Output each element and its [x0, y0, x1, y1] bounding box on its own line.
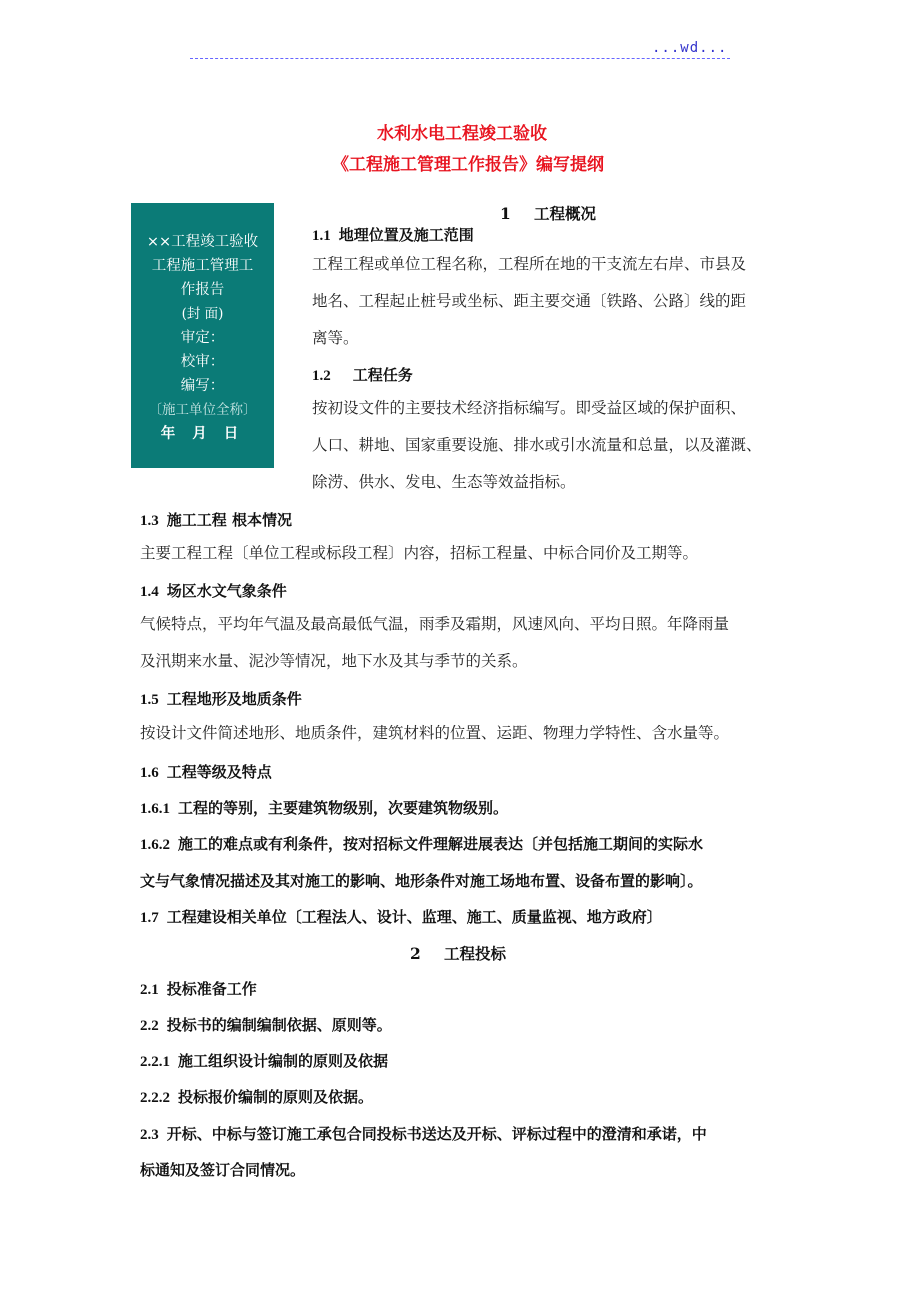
body-line: 工程工程或单位工程名称，工程所在地的干支流左右岸、市县及: [312, 255, 747, 273]
section-number: 2.1: [140, 982, 159, 998]
section-heading-1-5: [140, 688, 302, 709]
section-heading-1-1: [312, 224, 474, 245]
cover-line-title-1: ××工程竣工验收: [146, 234, 259, 250]
cover-line-title-2: 工程施工管理工: [151, 258, 254, 274]
chapter-title: 工程投标: [444, 944, 507, 963]
section-title: 施工的难点或有利条件，按对招标文件理解进展表达〔并包括施工期间的实际水: [178, 835, 704, 853]
section-number: 1.1: [312, 228, 331, 244]
body-line: 地名、工程起止桩号或坐标、距主要交通〔铁路、公路〕线的距: [312, 292, 747, 310]
section-heading-1-7: [140, 906, 662, 927]
header-watermark: ...wd...: [652, 40, 728, 56]
section-number: 1.7: [140, 910, 159, 926]
chapter-number: 2: [410, 944, 421, 963]
section-title: 投标书的编制编制依据、原则等。: [166, 1016, 392, 1034]
section-body-1-4: [140, 606, 729, 680]
chapter-number: 1: [500, 204, 511, 223]
section-number: 1.6.1: [140, 801, 170, 817]
section-title: 开标、中标与签订施工承包合同投标书送达及开标、评标过程中的澄清和承诺，中: [166, 1125, 707, 1143]
section-title: 投标准备工作: [166, 980, 257, 998]
body-line: 气候特点，平均年气温及最高最低气温，雨季及霜期，风速风向、平均日照。年降雨量: [140, 615, 730, 633]
header-dashed-rule: [190, 58, 730, 59]
section-number: 2.2.2: [140, 1090, 170, 1106]
body-line: 主要工程工程〔单位工程或标段工程〕内容，招标工程量、中标合同价及工期等。: [140, 544, 699, 562]
body-line: 离等。: [312, 329, 359, 347]
section-number: 1.6.2: [140, 837, 170, 853]
cover-line-company: 〔施工单位全称〕: [148, 402, 257, 418]
section-title: 投标报价编制的原则及依据。: [178, 1088, 374, 1106]
body-line: 按初设文件的主要技术经济指标编写。即受益区域的保护面积、: [312, 399, 747, 417]
chapter-heading-1: [500, 202, 596, 224]
document-title: 水利水电工程竣工验收: [377, 124, 547, 144]
section-heading-2-2-1: [140, 1050, 388, 1071]
body-line: 及汛期来水量、泥沙等情况，地下水及其与季节的关系。: [140, 652, 528, 670]
section-title: 工程任务: [352, 366, 413, 384]
section-heading-2-2: [140, 1014, 392, 1035]
cover-sample-box: [131, 203, 274, 468]
chapter-title: 工程概况: [534, 204, 597, 223]
section-body-1-5: [140, 715, 729, 752]
section-title: 场区水文气象条件: [166, 582, 287, 600]
cover-line-author: 编写：: [180, 378, 225, 394]
body-line: 除涝、供水、发电、生态等效益指标。: [312, 473, 576, 491]
section-heading-1-3: [140, 509, 292, 530]
section-heading-2-1: [140, 978, 257, 999]
section-title: 施工工程 根本情况: [166, 511, 292, 529]
section-number: 1.4: [140, 584, 159, 600]
section-title: 施工组织设计编制的原则及依据: [178, 1052, 389, 1070]
section-title: 工程的等别，主要建筑物级别，次要建筑物级别。: [178, 799, 509, 817]
section-heading-1-6-2-cont: 文与气象情况描述及其对施工的影响、地形条件对施工场地布置、设备布置的影响〕。: [140, 872, 703, 890]
section-title: 工程等级及特点: [166, 763, 272, 781]
section-title: 地理位置及施工范围: [338, 226, 474, 244]
cover-line-label: (封 面): [181, 306, 224, 322]
section-number: 2.2: [140, 1018, 159, 1034]
section-body-1-2: [312, 390, 762, 501]
section-heading-1-2: [312, 364, 413, 385]
body-line: 按设计文件简述地形、地质条件，建筑材料的位置、运距、物理力学特性、含水量等。: [140, 724, 730, 742]
section-title: 工程地形及地质条件: [166, 690, 302, 708]
section-number: 1.5: [140, 692, 159, 708]
section-heading-2-2-2: [140, 1086, 373, 1107]
cover-line-approver: 审定：: [180, 330, 225, 346]
section-heading-1-6-1: [140, 797, 508, 818]
cover-line-title-3: 作报告: [180, 282, 225, 298]
section-title: 工程建设相关单位〔工程法人、设计、监理、施工、质量监视、地方政府〕: [166, 908, 662, 926]
document-subtitle: 《工程施工管理工作报告》编写提纲: [332, 155, 604, 175]
body-line: 人口、耕地、国家重要设施、排水或引水流量和总量，以及灌溉、: [312, 436, 762, 454]
section-heading-2-3-cont: 标通知及签订合同情况。: [140, 1161, 306, 1179]
section-heading-1-6: [140, 761, 272, 782]
section-number: 1.6: [140, 765, 159, 781]
section-heading-1-6-2: [140, 833, 703, 854]
cover-line-date: 年 月 日: [160, 426, 245, 442]
section-body-1-3: [140, 535, 698, 572]
section-number: 1.2: [312, 368, 331, 384]
section-body-1-1: [312, 246, 746, 357]
section-number: 1.3: [140, 513, 159, 529]
cover-line-reviewer: 校审：: [180, 354, 225, 370]
chapter-heading-2: [410, 942, 506, 964]
section-number: 2.2.1: [140, 1054, 170, 1070]
section-number: 2.3: [140, 1127, 159, 1143]
section-heading-1-4: [140, 580, 287, 601]
section-heading-2-3: [140, 1123, 707, 1144]
